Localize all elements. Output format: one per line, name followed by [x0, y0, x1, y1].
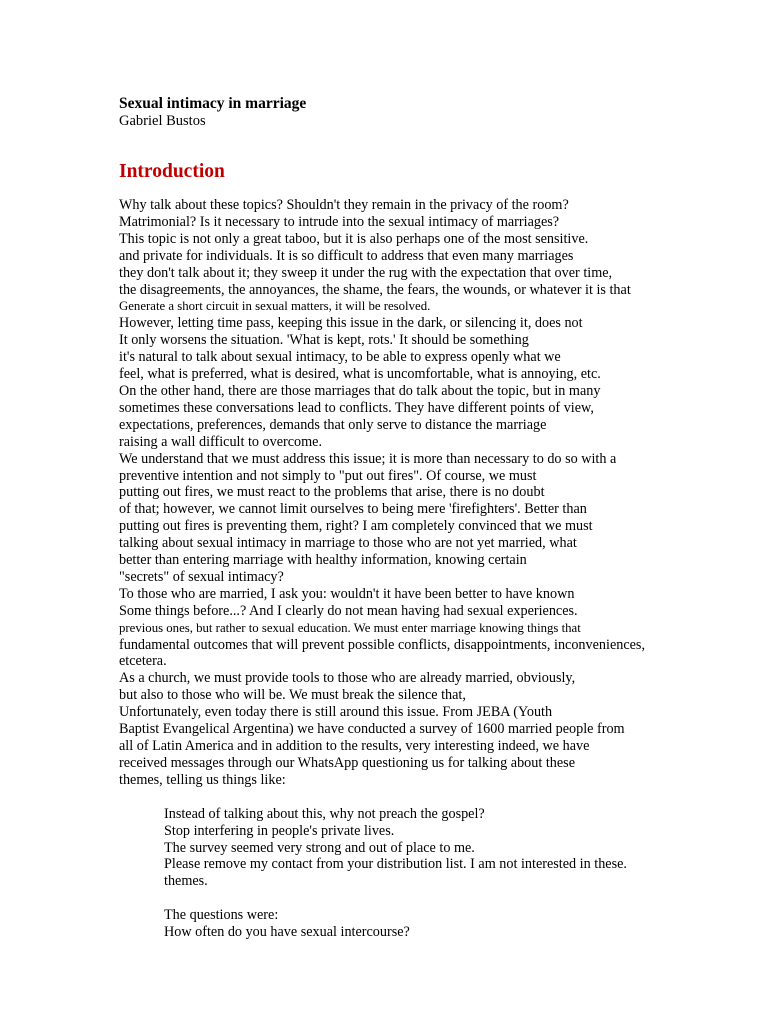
body-line: of that; however, we cannot limit ourselves to being mere 'firefighters'. Better than	[119, 501, 587, 518]
body-line: themes, telling us things like:	[119, 771, 286, 788]
body-line: On the other hand, there are those marriages that do talk about the topic, but in many	[119, 382, 601, 399]
body-line: all of Latin America and in addition to the results, very interesting indeed, we have	[119, 738, 590, 754]
body-line: Matrimonial? Is it necessary to intrude into the sexual intimacy of marriages?	[119, 213, 560, 230]
quote-line: The survey seemed very strong and out of place to me.	[164, 839, 475, 856]
body-line: and private for individuals. It is so difficult to address that even many marriages	[119, 247, 574, 264]
body-line: the disagreements, the annoyances, the shame, the fears, the wounds, or whatever it is that	[119, 281, 631, 298]
document-page	[119, 94, 679, 941]
body-line: Unfortunately, even today there is still around this issue. From JEBA (Youth	[119, 704, 553, 721]
body-line: it's natural to talk about sexual intimacy, to be able to express openly what we	[119, 349, 561, 366]
quote-line: Instead of talking about this, why not preach the gospel?	[164, 805, 485, 822]
body-line: Generate a short circuit in sexual matters, it will be resolved.	[119, 299, 431, 314]
body-line: We understand that we must address this issue; it is more than necessary to do so with a	[119, 450, 617, 467]
document-author: Gabriel Bustos	[119, 113, 206, 129]
body-line: "secrets" of sexual intimacy?	[119, 568, 284, 585]
body-line: Why talk about these topics? Shouldn't they remain in the privacy of the room?	[119, 197, 569, 213]
body-line: fundamental outcomes that will prevent possible conflicts, disappointments, inconveniences,	[119, 636, 645, 653]
section-heading-introduction: Introduction	[119, 161, 225, 182]
quote-line: Stop interfering in people's private lives.	[164, 822, 395, 839]
body-line: To those who are married, I ask you: wouldn't it have been better to have known	[119, 585, 575, 602]
body-line: etcetera.	[119, 653, 167, 670]
quote-line: Please remove my contact from your distribution list. I am not interested in these.	[164, 856, 627, 873]
body-line: but also to those who will be. We must break the silence that,	[119, 687, 466, 704]
body-line: previous ones, but rather to sexual education. We must enter marriage knowing things that	[119, 620, 581, 635]
body-line: sometimes these conversations lead to conflicts. They have different points of view,	[119, 399, 594, 416]
body-line: It only worsens the situation. 'What is kept, rots.' It should be something	[119, 332, 529, 349]
body-line: This topic is not only a great taboo, but it is also perhaps one of the most sensitive.	[119, 230, 589, 247]
quote-line: themes.	[164, 873, 208, 890]
body-line: feel, what is preferred, what is desired, what is uncomfortable, what is annoying, etc.	[119, 366, 601, 383]
quoted-messages	[119, 806, 679, 941]
question-line: How often do you have sexual intercourse?	[164, 924, 410, 941]
body-line: preventive intention and not simply to "put out fires". Of course, we must	[119, 467, 537, 484]
body-line: putting out fires, we must react to the problems that arise, there is no doubt	[119, 484, 545, 501]
body-line: As a church, we must provide tools to those who are already married, obviously,	[119, 670, 576, 687]
body-line: better than entering marriage with healthy information, knowing certain	[119, 552, 527, 569]
body-line: talking about sexual intimacy in marriage to those who are not yet married, what	[119, 535, 577, 552]
body-line: However, letting time pass, keeping this issue in the dark, or silencing it, does not	[119, 315, 583, 332]
body-line: putting out fires is preventing them, right? I am completely convinced that we must	[119, 518, 593, 535]
body-line: received messages through our WhatsApp questioning us for talking about these	[119, 754, 576, 771]
questions-intro-line: The questions were:	[164, 907, 279, 924]
body-line: they don't talk about it; they sweep it under the rug with the expectation that over time,	[119, 264, 613, 281]
body-line: Baptist Evangelical Argentina) we have conducted a survey of 1600 married people from	[119, 721, 625, 738]
spacer	[164, 890, 679, 907]
introduction-body	[119, 197, 679, 789]
document-title: Sexual intimacy in marriage	[119, 95, 307, 112]
body-line: raising a wall difficult to overcome.	[119, 433, 323, 450]
body-line: Some things before...? And I clearly do not mean having had sexual experiences.	[119, 602, 578, 619]
body-line: expectations, preferences, demands that only serve to distance the marriage	[119, 416, 547, 433]
